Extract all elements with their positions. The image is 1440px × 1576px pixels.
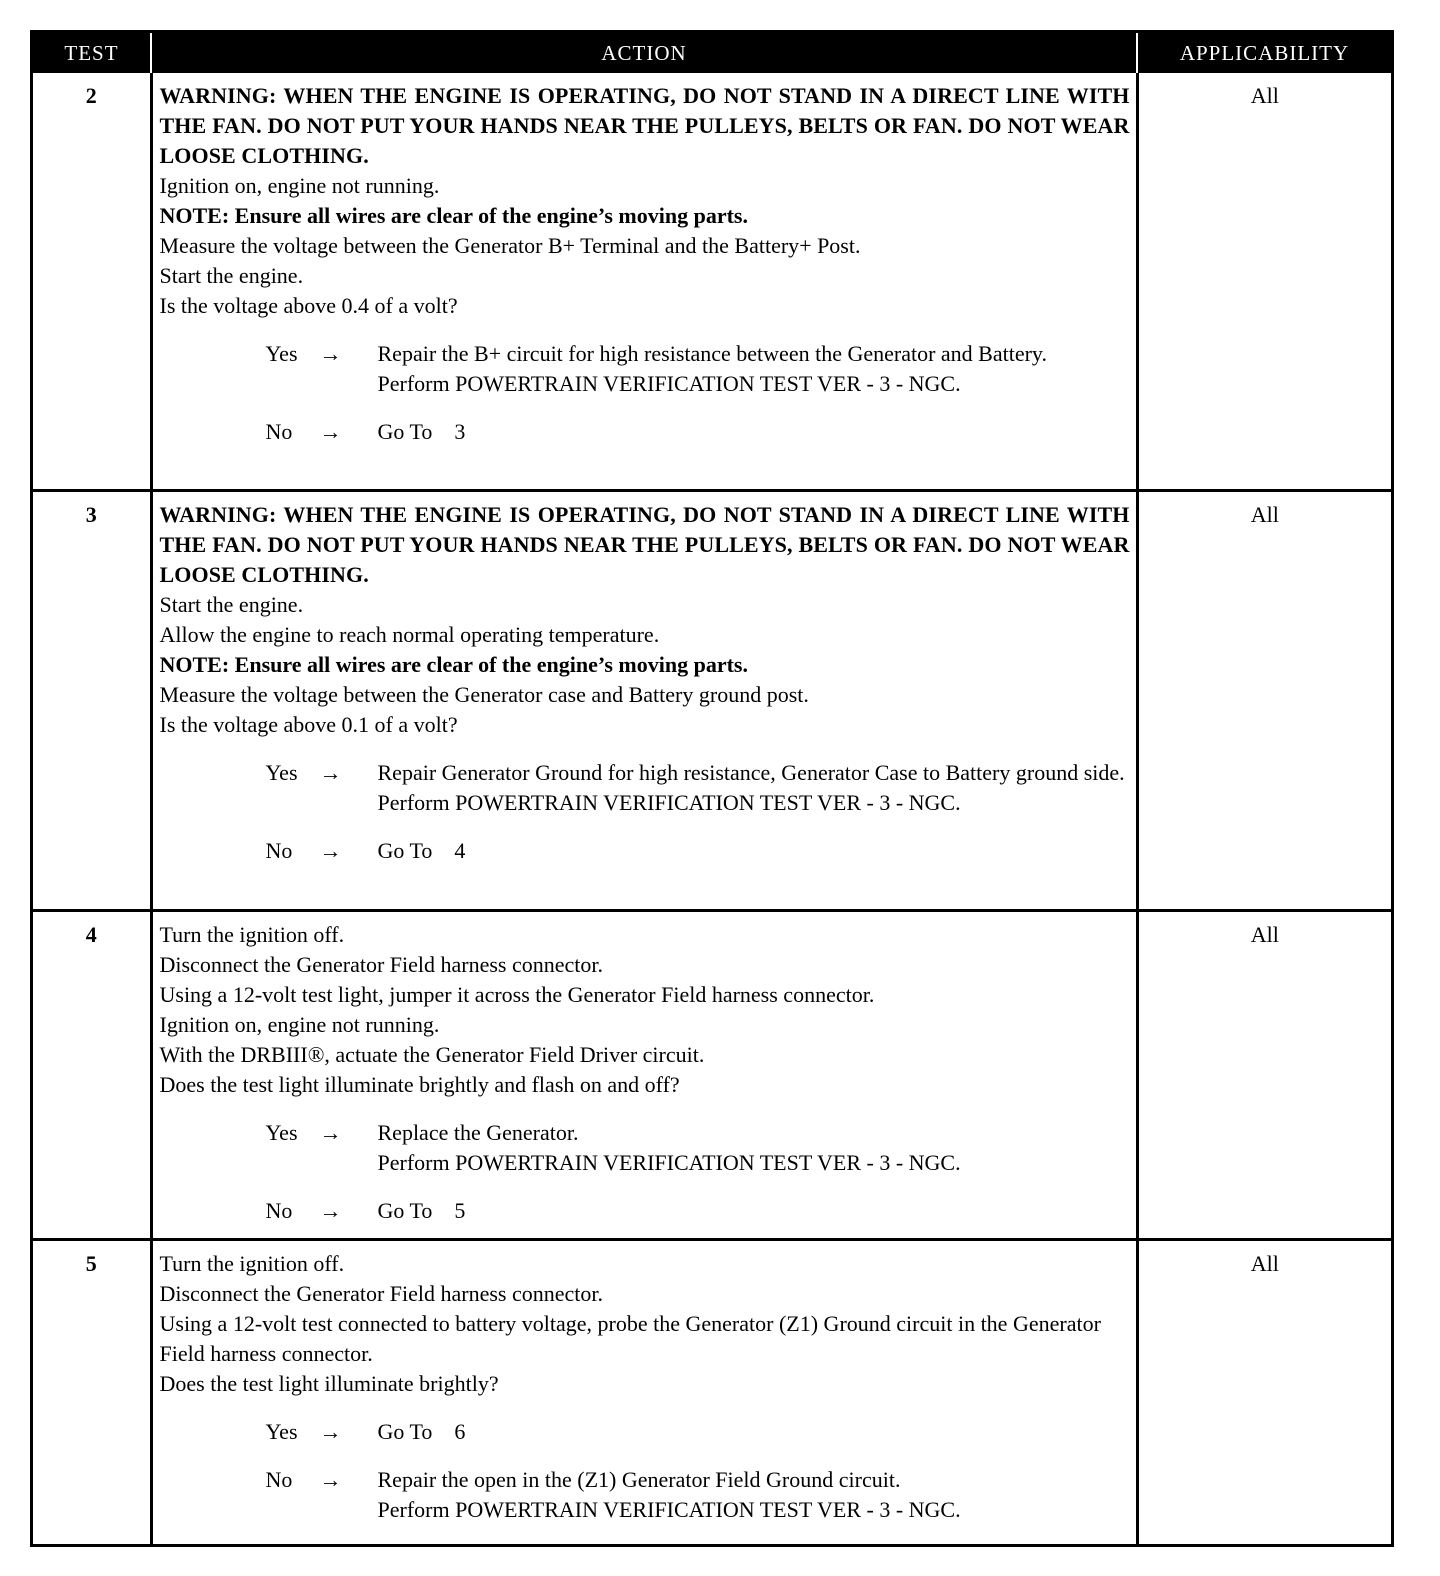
- table-row: [33, 910, 1391, 1239]
- goto-label: Go To: [377, 1418, 433, 1444]
- header-applicability: APPLICABILITY: [1137, 33, 1391, 73]
- test-number: 5: [33, 1239, 151, 1544]
- action-cell: [151, 490, 1137, 910]
- step-line: Does the test light illuminate brightly and flash on and off?: [159, 1071, 680, 1097]
- table-row: [33, 73, 1391, 490]
- step-line: Measure the voltage between the Generator case and Battery ground post.: [159, 681, 809, 707]
- step-line: Turn the ignition off.: [159, 921, 345, 947]
- arrow-icon: →: [319, 419, 342, 444]
- applicability-cell: All: [1250, 83, 1279, 108]
- result-no: [160, 1196, 1130, 1226]
- table-row: [33, 490, 1391, 910]
- test-number: 2: [33, 73, 151, 490]
- step-line: Ignition on, engine not running.: [159, 173, 440, 198]
- step-line: Start the engine.: [159, 263, 304, 288]
- result-no: [160, 1465, 1130, 1525]
- goto-number: 4: [454, 837, 466, 863]
- step-line: Does the test light illuminate brightly?: [159, 1370, 499, 1396]
- result-no: [160, 836, 1130, 866]
- answer-label: No: [265, 1466, 293, 1492]
- result-body: [378, 1196, 1130, 1226]
- header-action: ACTION: [151, 33, 1137, 73]
- diagnostic-table-sheet: [30, 30, 1394, 1547]
- arrow-icon: →: [319, 1466, 342, 1492]
- result-line: Repair the B+ circuit for high resistance between the Generator and Battery.: [377, 341, 1047, 366]
- step-line: Allow the engine to reach normal operating temperature.: [159, 621, 660, 647]
- step-line: Start the engine.: [159, 591, 304, 617]
- action-cell: [151, 73, 1137, 490]
- action-cell: [151, 1239, 1137, 1544]
- result-body: [378, 1417, 1130, 1447]
- arrow-icon: →: [319, 759, 342, 785]
- result-body: [378, 339, 1130, 399]
- step-line: Is the voltage above 0.4 of a volt?: [159, 293, 458, 318]
- step-line: Measure the voltage between the Generator B+ Terminal and the Battery+ Post.: [159, 233, 861, 258]
- result-line: Repair the open in the (Z1) Generator Field Ground circuit.: [377, 1466, 901, 1492]
- answer-label: No: [265, 837, 293, 863]
- answer-label: Yes: [265, 1119, 298, 1145]
- applicability-cell: All: [1137, 1239, 1391, 1544]
- answer-label: No: [265, 419, 293, 444]
- step-line: Using a 12-volt test light, jumper it across the Generator Field harness connector.: [159, 981, 875, 1007]
- goto-label: Go To: [377, 837, 433, 863]
- goto-number: 3: [454, 419, 466, 444]
- step-line: Is the voltage above 0.1 of a volt?: [159, 711, 458, 737]
- result-yes: [160, 339, 1130, 399]
- arrow-icon: →: [319, 837, 342, 863]
- answer-label: Yes: [265, 759, 298, 785]
- header-row: [33, 33, 1391, 73]
- arrow-icon: →: [319, 1418, 342, 1444]
- result-body: [378, 1465, 1130, 1525]
- step-line: Disconnect the Generator Field harness connector.: [159, 1280, 604, 1306]
- step-line: Turn the ignition off.: [159, 1250, 345, 1276]
- header-test: TEST: [33, 33, 151, 73]
- test-number: 4: [33, 910, 151, 1239]
- result-line: Perform POWERTRAIN VERIFICATION TEST VER - 3 - NGC.: [377, 789, 961, 815]
- goto-number: 5: [454, 1197, 466, 1223]
- warning-text: WARNING: WHEN THE ENGINE IS OPERATING, DO NOT STAND IN A DIRECT LINE WITH THE FAN. DO NOT PUT YOUR HANDS NEAR THE PULLEYS, BELTS OR FAN. DO NOT WEAR LOOSE CLOTHING.: [159, 83, 1130, 168]
- answer-label: Yes: [265, 1418, 298, 1444]
- result-body: [378, 417, 1130, 447]
- arrow-icon: →: [319, 1119, 342, 1145]
- result-yes: [160, 758, 1130, 818]
- step-line: Disconnect the Generator Field harness connector.: [159, 951, 604, 977]
- answer-label: No: [265, 1197, 293, 1223]
- result-no: [160, 417, 1130, 447]
- result-line: Perform POWERTRAIN VERIFICATION TEST VER - 3 - NGC.: [377, 371, 961, 396]
- goto-label: Go To: [377, 1197, 433, 1223]
- result-yes: [160, 1417, 1130, 1447]
- arrow-icon: →: [319, 341, 342, 366]
- arrow-icon: →: [319, 1197, 342, 1223]
- note-text: NOTE: Ensure all wires are clear of the engine’s moving parts.: [159, 203, 748, 228]
- note-text: NOTE: Ensure all wires are clear of the engine’s moving parts.: [159, 651, 748, 677]
- goto-number: 6: [454, 1418, 466, 1444]
- result-body: [378, 758, 1130, 818]
- result-line: Replace the Generator.: [377, 1119, 579, 1145]
- result-body: [378, 1118, 1130, 1178]
- answer-label: Yes: [265, 341, 298, 366]
- result-line: Repair Generator Ground for high resistance, Generator Case to Battery ground side.: [377, 759, 1125, 785]
- result-line: Perform POWERTRAIN VERIFICATION TEST VER - 3 - NGC.: [377, 1149, 961, 1175]
- step-line: Using a 12-volt test connected to battery voltage, probe the Generator (Z1) Ground circuit in the Generator Field harness connector.: [159, 1310, 1101, 1366]
- result-line: Perform POWERTRAIN VERIFICATION TEST VER - 3 - NGC.: [377, 1496, 961, 1522]
- result-yes: [160, 1118, 1130, 1178]
- warning-text: WARNING: WHEN THE ENGINE IS OPERATING, DO NOT STAND IN A DIRECT LINE WITH THE FAN. DO NOT PUT YOUR HANDS NEAR THE PULLEYS, BELTS OR FAN. DO NOT WEAR LOOSE CLOTHING.: [159, 501, 1130, 587]
- goto-label: Go To: [377, 419, 433, 444]
- step-line: With the DRBIII®, actuate the Generator Field Driver circuit.: [159, 1041, 705, 1067]
- step-line: Ignition on, engine not running.: [159, 1011, 440, 1037]
- applicability-cell: All: [1137, 910, 1391, 1239]
- result-body: [378, 836, 1130, 866]
- diagnostic-table: [33, 33, 1391, 1544]
- table-row: [33, 1239, 1391, 1544]
- test-number: 3: [33, 490, 151, 910]
- applicability-cell: All: [1137, 490, 1391, 910]
- action-cell: [151, 910, 1137, 1239]
